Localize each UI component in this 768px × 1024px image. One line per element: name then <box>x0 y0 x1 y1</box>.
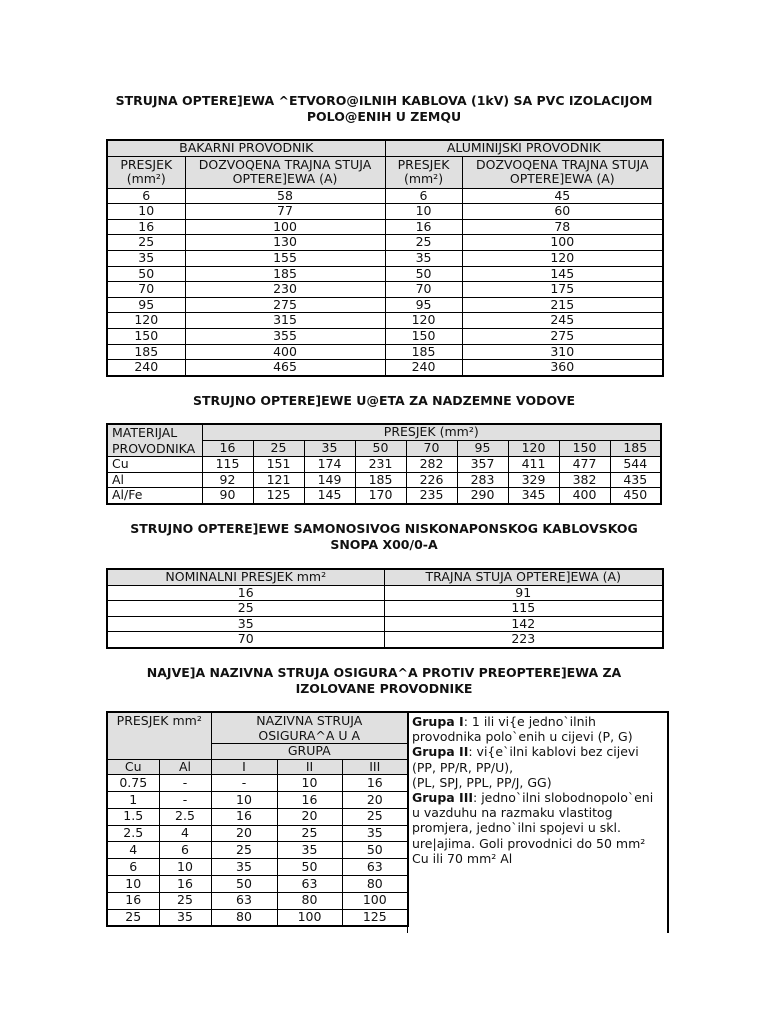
table-cell: 100 <box>462 235 663 251</box>
col-header-current-cu: DOZVOQENA TRAJNA STUJA OPTERE]EWA (A) <box>185 156 385 188</box>
table-cell: 25 <box>107 601 384 617</box>
size-header: 35 <box>304 441 355 457</box>
size-header: 95 <box>457 441 508 457</box>
table-cell: 6 <box>159 842 211 859</box>
table-cell: 150 <box>107 328 185 344</box>
table-cell: 45 <box>462 188 663 204</box>
table-cell: 230 <box>185 282 385 298</box>
table-cell: 10 <box>107 875 159 892</box>
table-cell: 145 <box>304 488 355 504</box>
table-cell: 185 <box>185 266 385 282</box>
group-header-aluminium: ALUMINIJSKI PROVODNIK <box>385 140 663 156</box>
table-cell: 25 <box>385 235 462 251</box>
table-cell: 315 <box>185 313 385 329</box>
table-cell: - <box>159 775 211 792</box>
table-row <box>107 188 663 204</box>
table-cell: 355 <box>185 328 385 344</box>
table-cell: 70 <box>107 282 185 298</box>
table-cell: 20 <box>211 825 277 842</box>
table-row <box>107 859 408 876</box>
col-header-cu: Cu <box>107 759 159 775</box>
table-cell: 240 <box>107 360 185 376</box>
size-header: 50 <box>355 441 406 457</box>
table-cell: 185 <box>385 344 462 360</box>
group-header-copper: BAKARNI PROVODNIK <box>107 140 385 156</box>
table-cell: 231 <box>355 457 406 473</box>
table-row <box>107 250 663 266</box>
table-cell: 142 <box>384 616 663 632</box>
table-cell: 16 <box>107 585 384 601</box>
table-cell: 125 <box>342 909 408 926</box>
table-cell: 70 <box>107 632 384 648</box>
table-cell: 91 <box>384 585 663 601</box>
table-row <box>107 825 408 842</box>
section4-title-line1: NAJVE]A NAZIVNA STRUJA OSIGURA^A PROTIV PREOPTERE]EWA ZA <box>146 665 622 680</box>
table-cell: 95 <box>107 297 185 313</box>
col-header-presjek: PRESJEK mm² <box>107 712 211 759</box>
table-cell: 185 <box>355 472 406 488</box>
table-cell: 411 <box>508 457 559 473</box>
table-cell: 185 <box>107 344 185 360</box>
table-cell: 16 <box>385 219 462 235</box>
table-row <box>107 297 663 313</box>
size-header: 25 <box>253 441 304 457</box>
table-cell: 16 <box>107 892 159 909</box>
table-cell: 245 <box>462 313 663 329</box>
table-cell: 149 <box>304 472 355 488</box>
table-row <box>107 791 408 808</box>
table-cell: 450 <box>610 488 661 504</box>
table-row <box>107 282 663 298</box>
table-row <box>107 875 408 892</box>
table-cell: 20 <box>342 791 408 808</box>
material-name: Cu <box>107 457 202 473</box>
col-header-material: MATERIJAL PROVODNIKA <box>107 424 202 457</box>
table-cell: 16 <box>211 808 277 825</box>
table-cell: 35 <box>385 250 462 266</box>
table-cell: 4 <box>159 825 211 842</box>
size-header: 16 <box>202 441 253 457</box>
table-cell: 25 <box>277 825 342 842</box>
table-cell: 1.5 <box>107 808 159 825</box>
table-cell: 240 <box>385 360 462 376</box>
table-cell: 310 <box>462 344 663 360</box>
material-name: Al/Fe <box>107 488 202 504</box>
table-cell: 357 <box>457 457 508 473</box>
table-cell: 215 <box>462 297 663 313</box>
table-cell: 1 <box>107 791 159 808</box>
section1-title-line2: POLO@ENIH U ZEMQU <box>306 109 462 124</box>
table-cell: 70 <box>385 282 462 298</box>
col-header-group-2: II <box>277 759 342 775</box>
section4-title <box>100 665 668 697</box>
table-cell: 329 <box>508 472 559 488</box>
table-cell: 6 <box>107 188 185 204</box>
table-cell: 50 <box>342 842 408 859</box>
table-row <box>107 472 661 488</box>
table-cell: 16 <box>277 791 342 808</box>
table-cell: - <box>159 791 211 808</box>
table-row <box>107 219 663 235</box>
table-cell: 2.5 <box>107 825 159 842</box>
table-cell: 283 <box>457 472 508 488</box>
table-cell: 2.5 <box>159 808 211 825</box>
table-cell: 35 <box>107 250 185 266</box>
col-header-presjek-cu: PRESJEK (mm²) <box>107 156 185 188</box>
col-header-nazivna-struja: NAZIVNA STRUJA OSIGURA^A U A <box>211 712 408 744</box>
table-cell: 477 <box>559 457 610 473</box>
table-cell: 275 <box>462 328 663 344</box>
table-cell: 16 <box>342 775 408 792</box>
table-cell: 120 <box>107 313 185 329</box>
table-cell: 0.75 <box>107 775 159 792</box>
table-cell: 4 <box>107 842 159 859</box>
table-row <box>107 585 663 601</box>
table-row <box>107 842 408 859</box>
table-row <box>107 892 408 909</box>
table-cell: 58 <box>185 188 385 204</box>
table-cell: 145 <box>462 266 663 282</box>
table-cell: 25 <box>159 892 211 909</box>
table-cell: 151 <box>253 457 304 473</box>
table-cell: 35 <box>159 909 211 926</box>
table-cell: 16 <box>107 219 185 235</box>
table-cell: 63 <box>211 892 277 909</box>
table-cell: 544 <box>610 457 661 473</box>
table-row <box>107 360 663 376</box>
table-cell: 25 <box>107 235 185 251</box>
table-row <box>107 616 663 632</box>
section1-title-line1: STRUJNA OPTERE]EWA ^ETVORO@ILNIH KABLOVA (1kV) SA PVC IZOLACIJOM <box>115 93 653 108</box>
table-cell: 120 <box>462 250 663 266</box>
table-row <box>107 235 663 251</box>
copper-aluminium-cable-table <box>106 139 664 377</box>
table-row <box>107 601 663 617</box>
table-cell: 275 <box>185 297 385 313</box>
table-cell: 174 <box>304 457 355 473</box>
section4-title-line2: IZOLOVANE PROVODNIKE <box>295 681 473 696</box>
size-header: 150 <box>559 441 610 457</box>
col-header-presjek: PRESJEK (mm²) <box>202 424 661 441</box>
col-header-nominal-presjek: NOMINALNI PRESJEK mm² <box>107 569 384 585</box>
table-cell: 80 <box>342 875 408 892</box>
table-cell: 78 <box>462 219 663 235</box>
table-cell: 35 <box>211 859 277 876</box>
table-cell: 400 <box>559 488 610 504</box>
table-cell: 25 <box>211 842 277 859</box>
note-group-1: Grupa I: 1 ili vi{e jedno`ilnih provodnika polo`enih u cijevi (P, G) <box>412 714 633 745</box>
table-row <box>107 266 663 282</box>
table-cell: 10 <box>385 204 462 220</box>
table-cell: 175 <box>462 282 663 298</box>
table-row <box>107 488 661 504</box>
note-group-2-extra: (PL, SPJ, PPL, PP/J, GG) <box>412 774 552 790</box>
table-cell: 130 <box>185 235 385 251</box>
col-header-al: Al <box>159 759 211 775</box>
table-cell: 25 <box>342 808 408 825</box>
table-cell: 6 <box>107 859 159 876</box>
note-group-2: Grupa II: vi{e`ilni kablovi bez cijevi (PP, PP/R, PP/U), <box>412 744 639 775</box>
table-cell: 235 <box>406 488 457 504</box>
section3-title-line2: SNOPA X00/0-A <box>330 537 438 552</box>
table-cell: 20 <box>277 808 342 825</box>
table-cell: 50 <box>385 266 462 282</box>
table-row <box>107 909 408 926</box>
section3-title-line1: STRUJNO OPTERE]EWE SAMONOSIVOG NISKONAPONSKOG KABLOVSKOG <box>130 521 638 536</box>
table-cell: 121 <box>253 472 304 488</box>
table-cell: 100 <box>277 909 342 926</box>
col-header-trajna-struja: TRAJNA STUJA OPTERE]EWA (A) <box>384 569 663 585</box>
table-cell: 115 <box>202 457 253 473</box>
table-cell: 80 <box>277 892 342 909</box>
table-cell: 16 <box>159 875 211 892</box>
table-cell: 50 <box>107 266 185 282</box>
table-cell: 382 <box>559 472 610 488</box>
table-cell: 92 <box>202 472 253 488</box>
table-cell: 63 <box>277 875 342 892</box>
table-cell: 35 <box>107 616 384 632</box>
table-row <box>107 344 663 360</box>
table-cell: 90 <box>202 488 253 504</box>
table-row <box>107 313 663 329</box>
table-cell: 100 <box>342 892 408 909</box>
table-cell: 10 <box>211 791 277 808</box>
note-group-3: Grupa III: jedno`ilni slobodnopolo`eni u vazduhu na razmaku vlastitog promjera, jedno`ilni spojevi u skl. ure|ajima. Goli provodnici do 50 mm² Cu ili 70 mm² Al <box>412 790 654 866</box>
table-cell: 100 <box>185 219 385 235</box>
table-cell: 115 <box>384 601 663 617</box>
size-header: 120 <box>508 441 559 457</box>
size-header: 185 <box>610 441 661 457</box>
table-cell: 282 <box>406 457 457 473</box>
table-cell: 223 <box>384 632 663 648</box>
bundle-cable-table <box>106 568 664 649</box>
section2-title: STRUJNO OPTERE]EWE U@ETA ZA NADZEMNE VODOVE <box>192 393 576 408</box>
section3-title <box>100 521 668 553</box>
table-cell: 80 <box>211 909 277 926</box>
table-row <box>107 632 663 648</box>
col-header-presjek-al: PRESJEK (mm²) <box>385 156 462 188</box>
col-header-current-al: DOZVOQENA TRAJNA STUJA OPTERE]EWA (A) <box>462 156 663 188</box>
table-cell: 35 <box>342 825 408 842</box>
table-cell: 10 <box>107 204 185 220</box>
table-cell: 435 <box>610 472 661 488</box>
table-cell: 35 <box>277 842 342 859</box>
table-cell: 345 <box>508 488 559 504</box>
table-cell: 10 <box>277 775 342 792</box>
table-cell: 50 <box>211 875 277 892</box>
table-row <box>107 775 408 792</box>
table-cell: 150 <box>385 328 462 344</box>
table-row <box>107 808 408 825</box>
table-cell: 170 <box>355 488 406 504</box>
fuse-rating-table <box>106 711 409 927</box>
col-header-group-1: I <box>211 759 277 775</box>
table-row <box>107 204 663 220</box>
table-cell: 120 <box>385 313 462 329</box>
table-cell: 50 <box>277 859 342 876</box>
size-header: 70 <box>406 441 457 457</box>
table-cell: 10 <box>159 859 211 876</box>
table-cell: 63 <box>342 859 408 876</box>
table-cell: 6 <box>385 188 462 204</box>
table-cell: 290 <box>457 488 508 504</box>
table-row <box>107 457 661 473</box>
table-cell: 125 <box>253 488 304 504</box>
section1-title <box>100 93 668 125</box>
table-cell: 25 <box>107 909 159 926</box>
group-notes-box <box>407 711 669 933</box>
col-header-group-3: III <box>342 759 408 775</box>
table-cell: 226 <box>406 472 457 488</box>
table-cell: 400 <box>185 344 385 360</box>
material-name: Al <box>107 472 202 488</box>
table-cell: 60 <box>462 204 663 220</box>
overhead-conductor-table <box>106 423 662 505</box>
table-cell: 77 <box>185 204 385 220</box>
table-cell: - <box>211 775 277 792</box>
col-header-grupa: GRUPA <box>211 744 408 760</box>
table-cell: 95 <box>385 297 462 313</box>
table-cell: 360 <box>462 360 663 376</box>
table-cell: 155 <box>185 250 385 266</box>
table-row <box>107 328 663 344</box>
table-cell: 465 <box>185 360 385 376</box>
